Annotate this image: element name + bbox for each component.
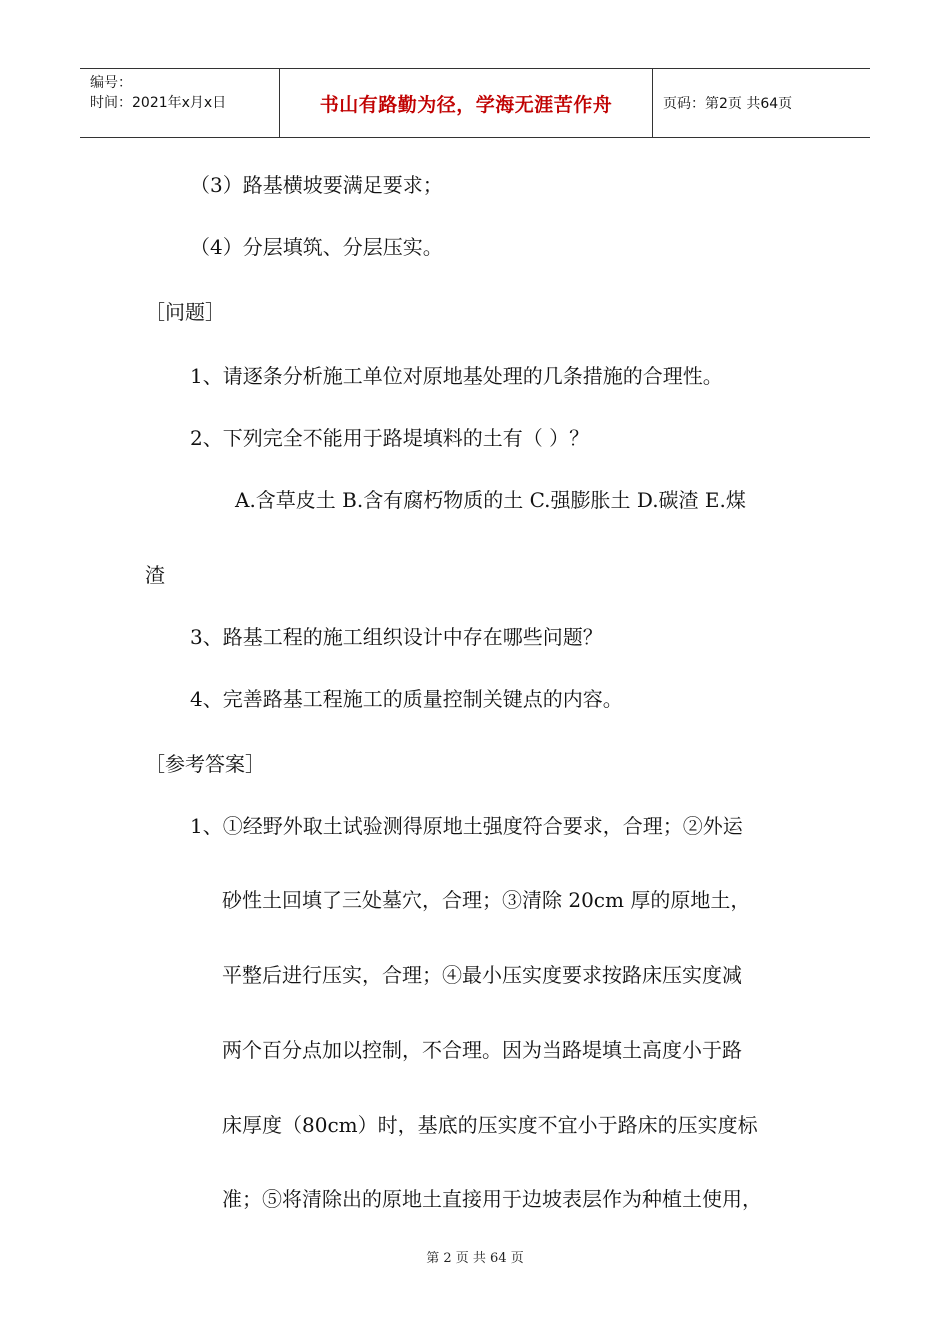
answer-text: 床厚度（80cm）时，基底的压实度不宜小于路床的压实度标 [222, 1113, 758, 1137]
number-label: 编号： [90, 75, 132, 91]
header-page-code: 页码：第2页 共64页 [663, 96, 793, 112]
answer-text: 砂性土回填了三处墓穴，合理；③清除 20cm 厚的原地土， [222, 888, 751, 912]
answer-options-continued: 渣 [145, 563, 165, 587]
question-item: 4、完善路基工程施工的质量控制关键点的内容。 [190, 687, 623, 711]
section-heading: ［问题］ [145, 300, 225, 324]
answer-text: 1、①经野外取土试验测得原地土强度符合要求，合理；②外运 [190, 814, 743, 838]
section-heading: ［参考答案］ [145, 752, 265, 776]
header-motto: 书山有路勤为径，学海无涯苦作舟 [280, 69, 653, 137]
page-header [80, 68, 870, 138]
answer-text: 准；⑤将清除出的原地土直接用于边坡表层作为种植土使用， [222, 1187, 762, 1211]
text-line: （4）分层填筑、分层压实。 [190, 235, 443, 259]
question-item: 3、路基工程的施工组织设计中存在哪些问题？ [190, 625, 603, 649]
text-line: （3）路基横坡要满足要求； [190, 173, 443, 197]
answer-text: 两个百分点加以控制，不合理。因为当路堤填土高度小于路 [222, 1038, 742, 1062]
header-meta [80, 69, 280, 137]
time-label: 时间：2021年x月x日 [90, 95, 227, 111]
page-footer: 第 2 页 共 64 页 [426, 1251, 524, 1266]
question-item: 2、下列完全不能用于路堤填料的土有（ ）？ [190, 426, 590, 450]
answer-text: 平整后进行压实，合理；④最小压实度要求按路床压实度减 [222, 963, 742, 987]
answer-options: A.含草皮土 B.含有腐朽物质的土 C.强膨胀土 D.碳渣 E.煤 [235, 488, 746, 512]
question-item: 1、请逐条分析施工单位对原地基处理的几条措施的合理性。 [190, 364, 723, 388]
